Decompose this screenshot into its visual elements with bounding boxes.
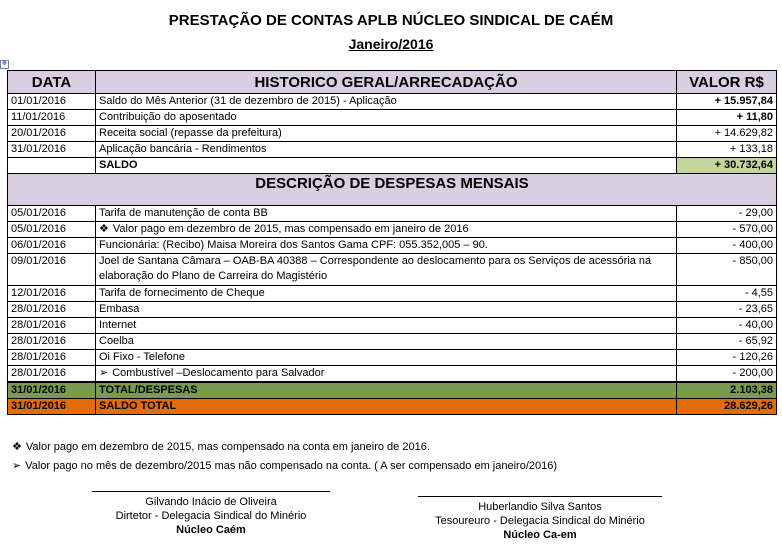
signature-block-director <box>92 491 330 537</box>
saldo-row <box>8 158 777 174</box>
signer-role: Tesoureuro - Delegacia Sindical do Minério <box>435 515 645 527</box>
signer-unit: Núcleo Ca-em <box>503 529 577 541</box>
income-date: 01/01/2016 <box>8 94 96 110</box>
signer-name: Gilvando Inácio de Oliveira <box>145 496 277 508</box>
header-value: VALOR R$ <box>677 71 777 94</box>
expense-value: - 23,65 <box>677 302 777 318</box>
total-expenses-row <box>8 382 777 399</box>
signature-line <box>92 491 330 492</box>
expense-date: 06/01/2016 <box>8 238 96 254</box>
expense-date: 12/01/2016 <box>8 286 96 302</box>
expenses-section-row <box>8 174 777 206</box>
expense-desc <box>96 222 677 238</box>
arrow-bullet-icon: ➢ <box>99 367 109 379</box>
expense-date: 28/01/2016 <box>8 366 96 383</box>
expense-date: 28/01/2016 <box>8 318 96 334</box>
expense-value: - 40,00 <box>677 318 777 334</box>
expense-row <box>8 238 777 254</box>
final-label: SALDO TOTAL <box>96 399 677 415</box>
expense-row <box>8 318 777 334</box>
expense-row <box>8 286 777 302</box>
income-desc: Contribuição do aposentado <box>96 110 677 126</box>
expense-value: - 65,92 <box>677 334 777 350</box>
table-move-handle-icon[interactable]: ✥ <box>1 61 8 67</box>
expense-desc: Tarifa de fornecimento de Cheque <box>96 286 677 302</box>
signer-unit: Núcleo Caém <box>176 524 246 536</box>
expense-value: - 200,00 <box>677 366 777 383</box>
income-desc: Saldo do Mês Anterior (31 de dezembro de 2015) - Aplicação <box>96 94 677 110</box>
expense-desc-text: Combustível –Deslocamento para Salvador <box>112 367 325 379</box>
signature-line <box>418 496 662 497</box>
expense-date: 28/01/2016 <box>8 302 96 318</box>
signature-block-treasurer <box>418 496 662 542</box>
expense-value: - 850,00 <box>677 254 777 286</box>
expense-date: 05/01/2016 <box>8 206 96 222</box>
income-row <box>8 142 777 158</box>
saldo-label: SALDO <box>96 158 677 174</box>
expense-desc: Tarifa de manutenção de conta BB <box>96 206 677 222</box>
saldo-date <box>8 158 96 174</box>
diamond-bullet-icon: ❖ <box>12 441 22 453</box>
expense-row <box>8 302 777 318</box>
income-row <box>8 110 777 126</box>
arrow-bullet-icon: ➢ <box>12 460 22 472</box>
expense-value: - 4,55 <box>677 286 777 302</box>
signer-role: Dirtetor - Delegacia Sindical do Minério <box>115 510 307 522</box>
income-date: 31/01/2016 <box>8 142 96 158</box>
income-desc: Aplicação bancária - Rendimentos <box>96 142 677 158</box>
expenses-section-title: DESCRIÇÃO DE DESPESAS MENSAIS <box>8 174 777 206</box>
total-value: 2.103,38 <box>677 382 777 399</box>
expense-desc: Joel de Santana Câmara – OAB-BA 40388 – Correspondente ao deslocamento para os Serviços de acessória na elaboração do Plano de Carreira do Magistério <box>96 254 677 286</box>
expense-value: - 120,26 <box>677 350 777 366</box>
expense-date: 05/01/2016 <box>8 222 96 238</box>
expense-value: - 570,00 <box>677 222 777 238</box>
saldo-value: + 30.732,64 <box>677 158 777 174</box>
table-header-row <box>8 71 777 94</box>
expense-value: - 29,00 <box>677 206 777 222</box>
expense-desc: Embasa <box>96 302 677 318</box>
expense-value: - 400,00 <box>677 238 777 254</box>
income-value: + 15.957,84 <box>677 94 777 110</box>
income-row <box>8 126 777 142</box>
document-title: PRESTAÇÃO DE CONTAS APLB NÚCLEO SINDICAL DE CAÉM <box>168 12 614 29</box>
expense-row <box>8 350 777 366</box>
final-value: 28.629,26 <box>677 399 777 415</box>
expense-desc: Oi Fixo - Telefone <box>96 350 677 366</box>
expense-row <box>8 366 777 383</box>
income-desc: Receita social (repasse da prefeitura) <box>96 126 677 142</box>
expense-row <box>8 254 777 286</box>
income-row <box>8 94 777 110</box>
expense-row <box>8 334 777 350</box>
income-value: + 11,80 <box>677 110 777 126</box>
footnote-text: Valor pago no mês de dezembro/2015 mas não compensado na conta. ( A ser compensado em janeiro/2016) <box>25 460 558 472</box>
total-label: TOTAL/DESPESAS <box>96 382 677 399</box>
diamond-bullet-icon: ❖ <box>99 223 109 235</box>
footnote <box>12 440 430 453</box>
income-value: + 133,18 <box>677 142 777 158</box>
income-date: 20/01/2016 <box>8 126 96 142</box>
final-date: 31/01/2016 <box>8 399 96 415</box>
signer-name: Huberlandio Silva Santos <box>478 501 602 513</box>
expense-desc-text: Valor pago em dezembro de 2015, mas compensado em janeiro de 2016 <box>112 223 469 235</box>
footnote <box>12 459 557 472</box>
document-subtitle: Janeiro/2016 <box>348 36 434 52</box>
header-description: HISTORICO GERAL/ARRECADAÇÃO <box>96 71 677 94</box>
total-date: 31/01/2016 <box>8 382 96 399</box>
expense-desc: Funcionária: (Recibo) Maisa Moreira dos Santos Gama CPF: 055.352,005 – 90. <box>96 238 677 254</box>
final-balance-row <box>8 399 777 415</box>
expense-row <box>8 222 777 238</box>
ledger-table <box>7 70 777 415</box>
footnote-text: Valor pago em dezembro de 2015, mas compensado na conta em janeiro de 2016. <box>25 441 430 453</box>
expense-desc <box>96 366 677 383</box>
expense-date: 09/01/2016 <box>8 254 96 286</box>
income-date: 11/01/2016 <box>8 110 96 126</box>
expense-date: 28/01/2016 <box>8 334 96 350</box>
expense-row <box>8 206 777 222</box>
income-value: + 14.629,82 <box>677 126 777 142</box>
expense-desc: Coelba <box>96 334 677 350</box>
expense-date: 28/01/2016 <box>8 350 96 366</box>
expense-desc: Internet <box>96 318 677 334</box>
header-date: DATA <box>8 71 96 94</box>
